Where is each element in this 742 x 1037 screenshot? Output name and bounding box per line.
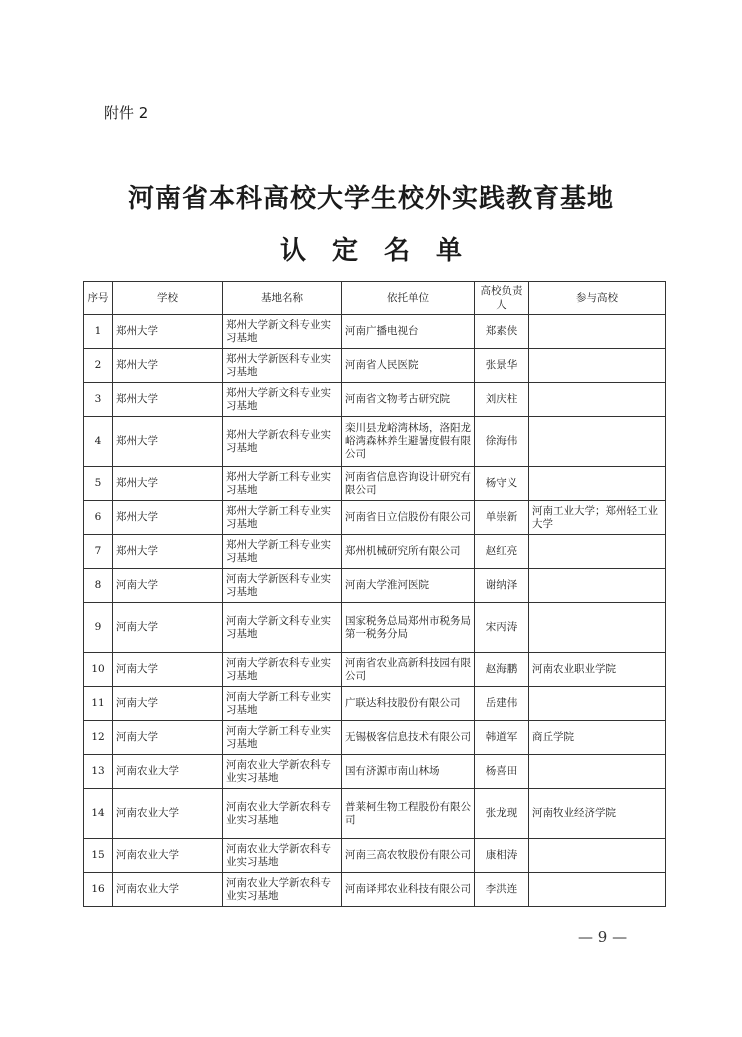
table-row — [84, 789, 666, 839]
cell-partners — [529, 417, 666, 467]
cell-base-name: 河南农业大学新农科专业实习基地 — [223, 873, 342, 907]
cell-school: 河南大学 — [113, 603, 223, 653]
cell-host-unit: 河南省日立信股份有限公司 — [342, 501, 475, 535]
table-row — [84, 501, 666, 535]
cell-partners — [529, 383, 666, 417]
cell-host-unit: 河南广播电视台 — [342, 315, 475, 349]
cell-base-name: 郑州大学新文科专业实习基地 — [223, 383, 342, 417]
table-row — [84, 569, 666, 603]
cell-partners — [529, 873, 666, 907]
cell-host-unit: 无锡极客信息技术有限公司 — [342, 721, 475, 755]
cell-seq: 11 — [84, 687, 113, 721]
table-row — [84, 383, 666, 417]
cell-seq: 3 — [84, 383, 113, 417]
cell-host-unit: 国家税务总局郑州市税务局第一税务分局 — [342, 603, 475, 653]
table-row — [84, 653, 666, 687]
cell-school: 郑州大学 — [113, 383, 223, 417]
cell-host-unit: 郑州机械研究所有限公司 — [342, 535, 475, 569]
cell-seq: 2 — [84, 349, 113, 383]
cell-base-name: 河南大学新工科专业实习基地 — [223, 687, 342, 721]
cell-base-name: 郑州大学新医科专业实习基地 — [223, 349, 342, 383]
cell-seq: 7 — [84, 535, 113, 569]
cell-partners: 河南农业职业学院 — [529, 653, 666, 687]
document-subtitle: 认定名单 — [279, 236, 488, 266]
cell-partners — [529, 349, 666, 383]
cell-seq: 6 — [84, 501, 113, 535]
cell-responsible: 徐海伟 — [475, 417, 529, 467]
cell-responsible: 赵红亮 — [475, 535, 529, 569]
col-header-responsible: 高校负责人 — [475, 282, 529, 315]
col-header-seq: 序号 — [84, 282, 113, 315]
cell-partners — [529, 569, 666, 603]
cell-responsible: 杨守义 — [475, 467, 529, 501]
cell-school: 郑州大学 — [113, 417, 223, 467]
cell-seq: 14 — [84, 789, 113, 839]
cell-seq: 12 — [84, 721, 113, 755]
cell-school: 郑州大学 — [113, 315, 223, 349]
cell-school: 河南农业大学 — [113, 755, 223, 789]
cell-responsible: 韩道军 — [475, 721, 529, 755]
cell-partners — [529, 687, 666, 721]
table-row — [84, 873, 666, 907]
table-body — [84, 315, 666, 907]
cell-school: 郑州大学 — [113, 535, 223, 569]
cell-base-name: 郑州大学新文科专业实习基地 — [223, 315, 342, 349]
cell-base-name: 郑州大学新工科专业实习基地 — [223, 501, 342, 535]
cell-host-unit: 河南省文物考古研究院 — [342, 383, 475, 417]
cell-partners — [529, 535, 666, 569]
cell-partners — [529, 467, 666, 501]
cell-host-unit: 河南省信息咨询设计研究有限公司 — [342, 467, 475, 501]
cell-seq: 9 — [84, 603, 113, 653]
cell-host-unit: 普莱柯生物工程股份有限公司 — [342, 789, 475, 839]
cell-school: 河南农业大学 — [113, 789, 223, 839]
cell-school: 河南大学 — [113, 687, 223, 721]
cell-responsible: 康相涛 — [475, 839, 529, 873]
cell-base-name: 河南农业大学新农科专业实习基地 — [223, 839, 342, 873]
cell-base-name: 河南大学新文科专业实习基地 — [223, 603, 342, 653]
cell-responsible: 杨喜田 — [475, 755, 529, 789]
col-header-partners: 参与高校 — [529, 282, 666, 315]
table-row — [84, 467, 666, 501]
cell-responsible: 刘庆柱 — [475, 383, 529, 417]
cell-responsible: 单崇新 — [475, 501, 529, 535]
cell-seq: 15 — [84, 839, 113, 873]
cell-base-name: 河南农业大学新农科专业实习基地 — [223, 789, 342, 839]
table-row — [84, 687, 666, 721]
cell-host-unit: 国有济源市南山林场 — [342, 755, 475, 789]
table-row — [84, 417, 666, 467]
cell-responsible: 李洪连 — [475, 873, 529, 907]
cell-partners: 河南牧业经济学院 — [529, 789, 666, 839]
cell-partners — [529, 755, 666, 789]
cell-host-unit: 河南大学淮河医院 — [342, 569, 475, 603]
cell-responsible: 岳建伟 — [475, 687, 529, 721]
cell-partners — [529, 315, 666, 349]
cell-responsible: 谢纳泽 — [475, 569, 529, 603]
cell-host-unit: 河南省农业高新科技园有限公司 — [342, 653, 475, 687]
cell-seq: 10 — [84, 653, 113, 687]
cell-school: 河南农业大学 — [113, 873, 223, 907]
col-header-school: 学校 — [113, 282, 223, 315]
cell-school: 河南大学 — [113, 569, 223, 603]
table-row — [84, 349, 666, 383]
cell-base-name: 郑州大学新工科专业实习基地 — [223, 467, 342, 501]
cell-responsible: 宋丙涛 — [475, 603, 529, 653]
cell-seq: 1 — [84, 315, 113, 349]
cell-base-name: 河南大学新工科专业实习基地 — [223, 721, 342, 755]
cell-seq: 16 — [84, 873, 113, 907]
cell-host-unit: 栾川县龙峪湾林场，洛阳龙峪湾森林养生避暑度假有限公司 — [342, 417, 475, 467]
table-row — [84, 603, 666, 653]
cell-school: 河南大学 — [113, 653, 223, 687]
cell-school: 郑州大学 — [113, 349, 223, 383]
page-number: — 9 — — [578, 928, 628, 946]
table-row — [84, 535, 666, 569]
table-header-row — [84, 282, 666, 315]
cell-responsible: 张景华 — [475, 349, 529, 383]
base-roster-table — [83, 281, 666, 907]
cell-base-name: 郑州大学新农科专业实习基地 — [223, 417, 342, 467]
cell-school: 郑州大学 — [113, 467, 223, 501]
attachment-label: 附件 2 — [104, 104, 149, 122]
table-row — [84, 721, 666, 755]
cell-host-unit: 河南省人民医院 — [342, 349, 475, 383]
cell-host-unit: 广联达科技股份有限公司 — [342, 687, 475, 721]
col-header-host-unit: 依托单位 — [342, 282, 475, 315]
cell-base-name: 河南大学新医科专业实习基地 — [223, 569, 342, 603]
cell-base-name: 河南农业大学新农科专业实习基地 — [223, 755, 342, 789]
cell-school: 郑州大学 — [113, 501, 223, 535]
cell-base-name: 郑州大学新工科专业实习基地 — [223, 535, 342, 569]
cell-partners — [529, 603, 666, 653]
cell-seq: 13 — [84, 755, 113, 789]
cell-school: 河南大学 — [113, 721, 223, 755]
cell-responsible: 张龙现 — [475, 789, 529, 839]
document-title: 河南省本科高校大学生校外实践教育基地 — [127, 184, 614, 214]
cell-partners: 商丘学院 — [529, 721, 666, 755]
cell-responsible: 赵海鹏 — [475, 653, 529, 687]
cell-responsible: 郑素侠 — [475, 315, 529, 349]
cell-partners: 河南工业大学；郑州轻工业大学 — [529, 501, 666, 535]
cell-base-name: 河南大学新农科专业实习基地 — [223, 653, 342, 687]
cell-seq: 4 — [84, 417, 113, 467]
cell-host-unit: 河南三高农牧股份有限公司 — [342, 839, 475, 873]
col-header-base-name: 基地名称 — [223, 282, 342, 315]
table-row — [84, 839, 666, 873]
table-row — [84, 755, 666, 789]
cell-seq: 8 — [84, 569, 113, 603]
cell-host-unit: 河南译邦农业科技有限公司 — [342, 873, 475, 907]
table-row — [84, 315, 666, 349]
cell-seq: 5 — [84, 467, 113, 501]
cell-school: 河南农业大学 — [113, 839, 223, 873]
cell-partners — [529, 839, 666, 873]
